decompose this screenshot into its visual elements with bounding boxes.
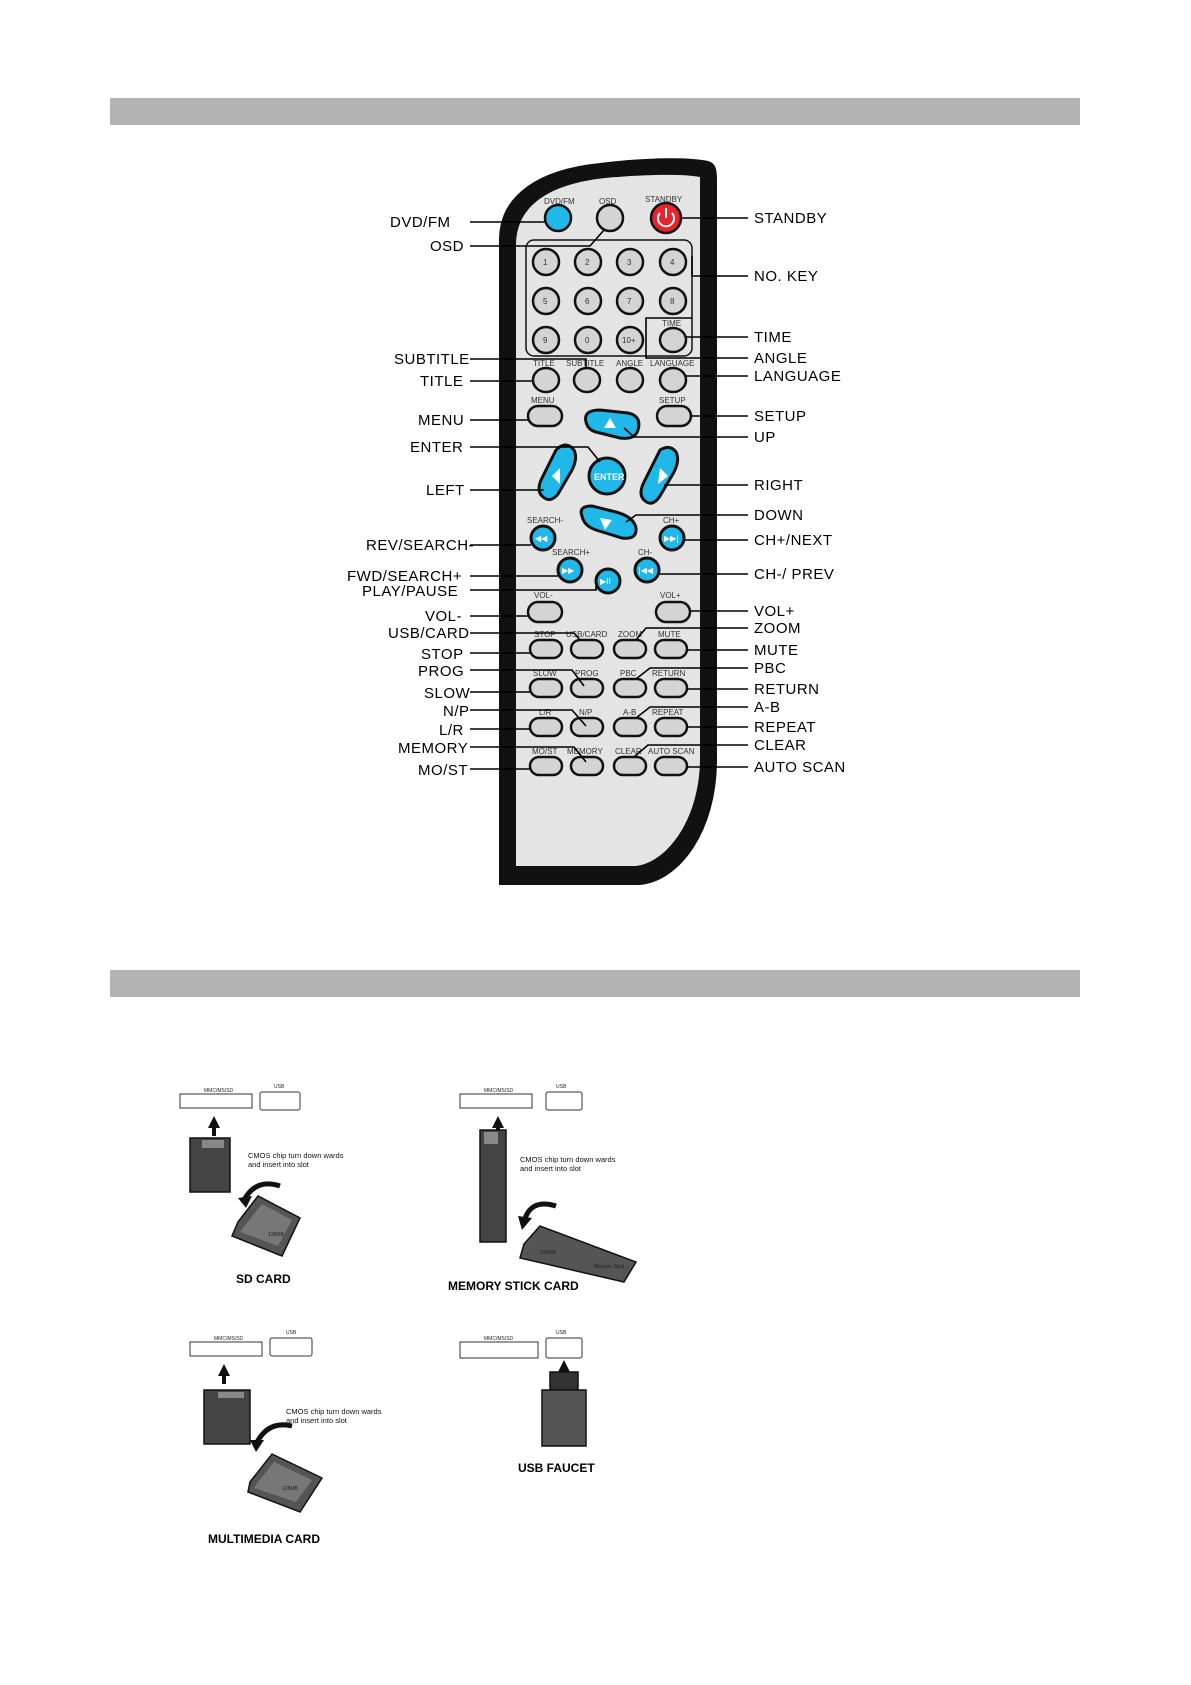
number-key-9[interactable] [533,327,559,353]
sd-card-capacity: 128MB [268,1232,284,1238]
number-key-10plus-label: 10+ [622,336,636,345]
sd-card-pins [202,1140,224,1148]
previous-icon: |◀◀ [638,566,653,575]
ms-card-brand-text: Memory Stick [594,1264,625,1270]
standby-button-label: STANDBY [645,195,683,204]
usb-port-label: USB [556,1330,567,1336]
np-button-label: N/P [579,708,593,717]
number-key-0-label: 0 [585,336,590,345]
number-key-6[interactable] [575,288,601,314]
number-key-2[interactable] [575,249,601,275]
auto-scan-button-label: AUTO SCAN [648,747,695,756]
memory-stick-illustration [448,1084,636,1293]
number-key-8-label: 8 [670,297,675,306]
label-language: LANGUAGE [754,368,842,385]
usb-card-button[interactable] [566,630,608,658]
ch-minus-button-label: CH- [638,548,653,557]
ms-usb-label: USB [556,1084,567,1090]
label-no-key: NO. KEY [754,268,819,285]
label-setup: SETUP [754,408,807,425]
sd-instruction-line2: and insert into slot [248,1160,309,1169]
pbc-button-label: PBC [620,669,637,678]
mute-button-label: MUTE [658,630,681,639]
number-key-3-label: 3 [627,258,632,267]
ab-button-label: A-B [623,708,637,717]
callout-labels-right [754,210,846,776]
label-menu: MENU [418,412,465,429]
label-np: N/P [443,703,470,720]
title-button-label: TITLE [533,359,555,368]
label-standby: STANDBY [754,210,828,227]
label-stop: STOP [421,646,464,663]
usb-slot-label: MMC/MS/SD [484,1336,514,1342]
lr-button-label: L/R [539,708,552,717]
label-lr: L/R [439,722,464,739]
most-button[interactable] [530,747,562,775]
repeat-button[interactable] [652,708,687,736]
label-zoom: ZOOM [754,620,801,637]
label-subtitle: SUBTITLE [394,351,470,368]
label-return: RETURN [754,681,820,698]
mmc-instruction-line2: and insert into slot [286,1416,347,1425]
usb-faucet-illustration [460,1330,595,1475]
number-key-7[interactable] [617,288,643,314]
number-key-1-label: 1 [543,258,548,267]
ms-card-back [520,1226,636,1282]
next-icon: ▶▶| [664,534,679,543]
number-key-1[interactable] [533,249,559,275]
mmc-card-capacity: 128MB [282,1486,298,1492]
callout-labels-left [347,214,474,779]
number-key-0[interactable] [575,327,601,353]
mmc-instruction-line1: CMOS chip turn down wards [286,1407,382,1416]
return-button[interactable] [652,669,687,697]
label-ch-next: CH+/NEXT [754,532,833,549]
label-pbc: PBC [754,660,787,677]
label-slow: SLOW [424,685,471,702]
angle-button[interactable] [616,359,643,392]
sd-usb-label: USB [274,1084,285,1090]
usb-faucet-caption: USB FAUCET [518,1461,595,1475]
most-button-label: MO/ST [532,747,558,756]
number-key-4-label: 4 [670,258,675,267]
menu-button-label: MENU [531,396,555,405]
ms-card-front [480,1130,506,1242]
mmc-slot-label: MMC/MS/SD [214,1336,244,1342]
label-memory: MEMORY [398,740,469,757]
label-auto-scan: AUTO SCAN [754,759,846,776]
sd-slot-label: MMC/MS/SD [204,1088,234,1094]
return-button-label: RETURN [652,669,686,678]
number-key-4[interactable] [660,249,686,275]
label-enter: ENTER [410,439,464,456]
number-key-7-label: 7 [627,297,632,306]
label-ch-prev: CH-/ PREV [754,566,835,583]
label-time: TIME [754,329,792,346]
number-key-9-label: 9 [543,336,548,345]
ch-plus-button-label: CH+ [663,516,680,525]
rewind-icon: ◀◀ [535,534,548,543]
prog-button-label: PROG [575,669,599,678]
label-left: LEFT [426,482,465,499]
sd-instruction-line1: CMOS chip turn down wards [248,1151,344,1160]
subtitle-button-label: SUBTITLE [566,359,605,368]
search-minus-button-label: SEARCH- [527,516,564,525]
slow-button-label: SLOW [533,669,557,678]
sd-card-caption: SD CARD [236,1272,291,1286]
mmc-insert-arrow-icon [218,1364,230,1384]
time-button-label: TIME [662,319,682,328]
label-mute: MUTE [754,642,799,659]
usb-stick-body [542,1390,586,1446]
number-key-6-label: 6 [585,297,590,306]
clear-button-label: CLEAR [615,747,642,756]
label-dvd-fm: DVD/FM [390,214,451,231]
label-osd: OSD [430,238,465,255]
enter-button[interactable] [589,458,625,494]
ms-card-capacity: 128MB [540,1250,556,1256]
label-usb-card: USB/CARD [388,625,470,642]
play-pause-icon: ▶II [600,577,611,586]
label-right: RIGHT [754,477,804,494]
label-fwd-search: FWD/SEARCH+ [347,568,463,585]
multimedia-card-caption: MULTIMEDIA CARD [208,1532,320,1546]
vol-minus-button-label: VOL- [534,591,553,600]
multimedia-card-illustration [190,1330,382,1546]
memory-button-label: MEMORY [567,747,603,756]
number-key-10plus[interactable] [617,327,643,353]
ms-slot-label: MMC/MS/SD [484,1088,514,1094]
number-key-5[interactable] [533,288,559,314]
memory-stick-caption: MEMORY STICK CARD [448,1279,579,1293]
usb-plug [550,1372,578,1390]
fast-forward-icon: ▶▶ [562,566,575,575]
language-button-label: LANGUAGE [650,359,695,368]
repeat-button-label: REPEAT [652,708,684,717]
label-most: MO/ST [418,762,468,779]
number-key-5-label: 5 [543,297,548,306]
label-prog: PROG [418,663,465,680]
stop-button-label: STOP [534,630,556,639]
number-key-2-label: 2 [585,258,590,267]
angle-button-label: ANGLE [616,359,644,368]
dvd-fm-button-label: DVD/FM [544,197,575,206]
zoom-button-label: ZOOM [618,630,642,639]
label-angle: ANGLE [754,350,808,367]
vol-plus-button-label: VOL+ [660,591,681,600]
search-plus-button-label: SEARCH+ [552,548,591,557]
label-rev-search: REV/SEARCH- [366,537,475,554]
setup-button-label: SETUP [659,396,686,405]
play-pause-button[interactable] [596,569,620,593]
usb-card-button-label: USB/CARD [566,630,608,639]
osd-button-label: OSD [599,197,617,206]
label-vol-plus: VOL+ [754,603,795,620]
mmc-usb-label: USB [286,1330,297,1336]
label-ab: A-B [754,699,781,716]
ms-instruction-line2: and insert into slot [520,1164,581,1173]
label-vol-minus: VOL- [425,608,463,625]
label-down: DOWN [754,507,804,524]
ms-instruction-line1: CMOS chip turn down wards [520,1155,616,1164]
label-play-pause: PLAY/PAUSE [362,583,459,600]
label-clear: CLEAR [754,737,807,754]
label-title: TITLE [420,373,464,390]
number-key-8[interactable] [660,288,686,314]
sd-card-illustration [180,1084,344,1286]
sd-insert-arrow-icon [208,1116,220,1136]
number-key-3[interactable] [617,249,643,275]
label-up: UP [754,429,776,446]
enter-button-label: ENTER [594,472,625,482]
prog-button[interactable] [571,669,603,697]
mmc-card-front [204,1390,250,1444]
label-repeat: REPEAT [754,719,816,736]
